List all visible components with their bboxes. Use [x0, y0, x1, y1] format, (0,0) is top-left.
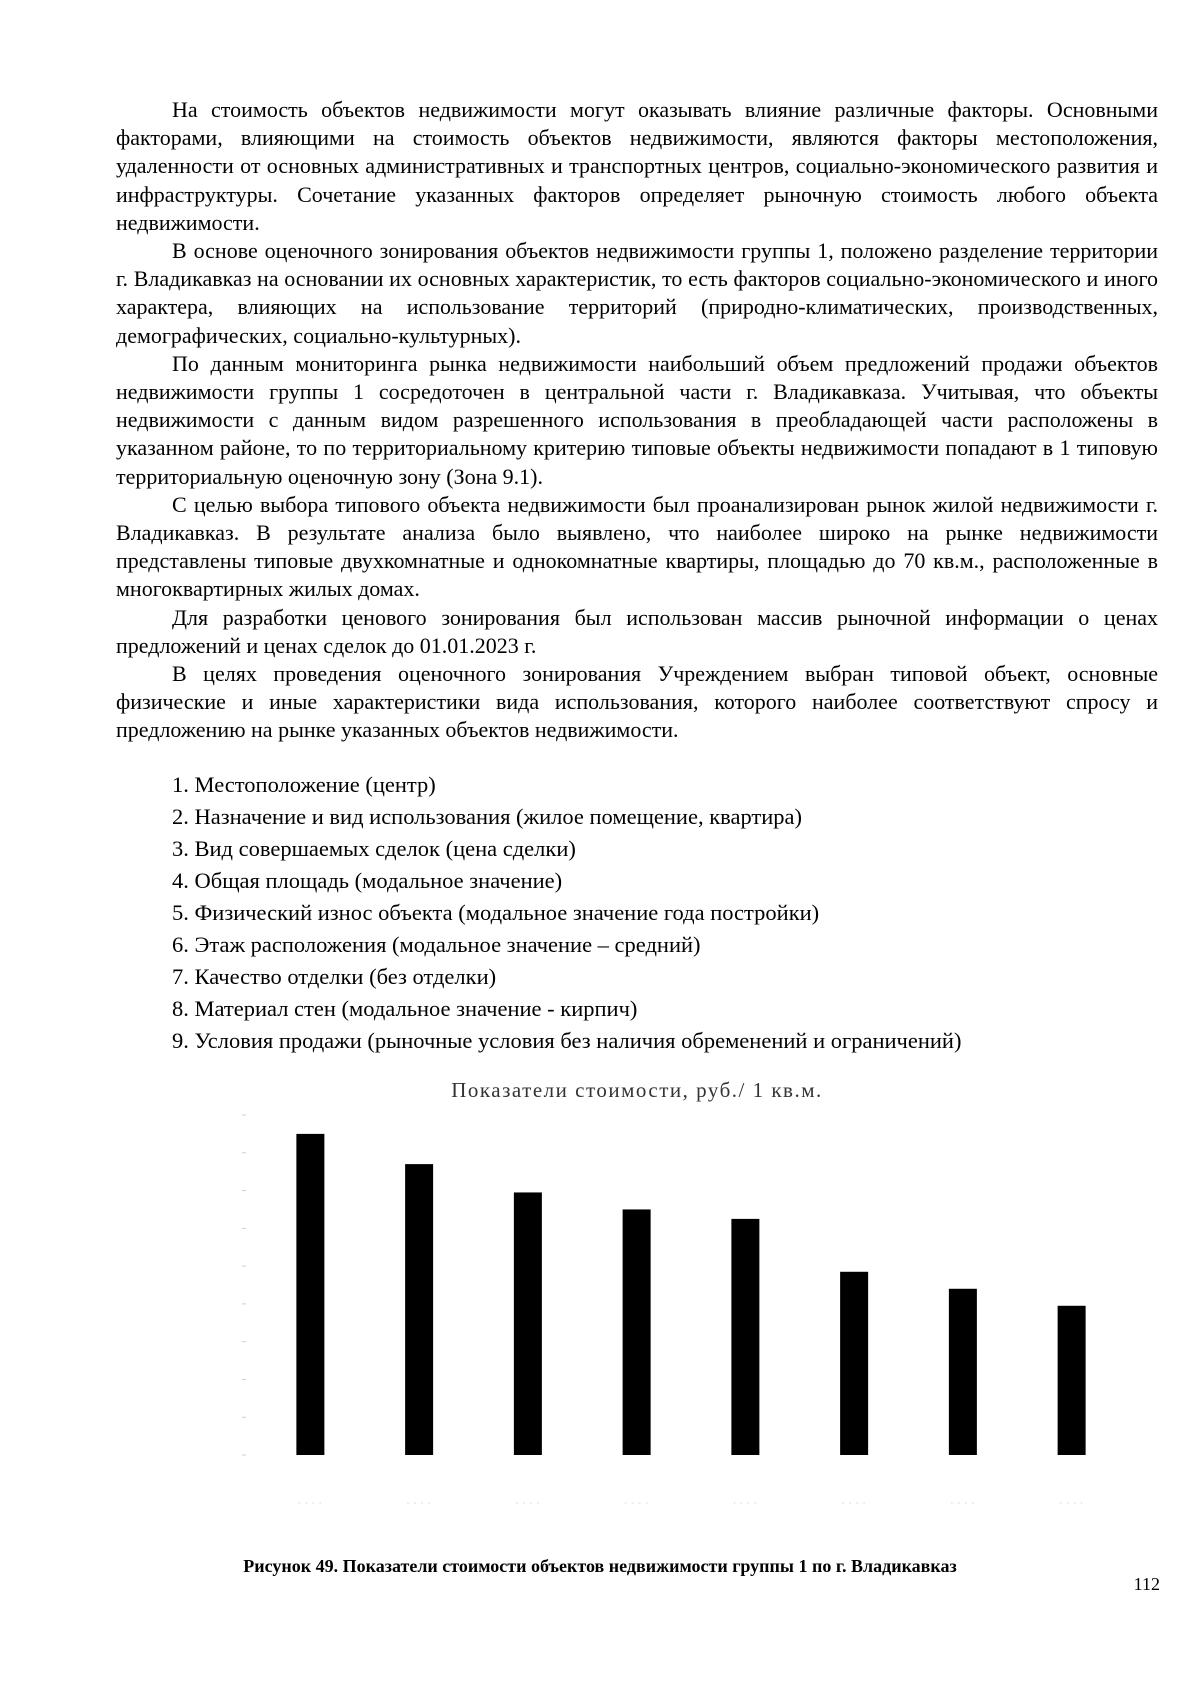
list-item: 7. Качество отделки (без отделки) — [172, 963, 497, 989]
paragraph-1: На стоимость объектов недвижимости могут оказывать влияние различные факторы. Основными факторами, влияющими на стоимость объектов недвижимости, являются факторы местоположения, удаленности от основных административных и транспортных центров, социально-экономического развития и инфраструктуры. Сочетание указанных факторов определяет рыночную стоимость любого объекта недвижимости. — [116, 97, 1158, 235]
chart-title: Показатели стоимости, руб./ 1 кв.м. — [451, 1078, 823, 1102]
chart-bar — [731, 1219, 759, 1455]
list-item: 5. Физический износ объекта (модальное значение года постройки) — [172, 899, 820, 925]
paragraph-3: По данным мониторинга рынка недвижимости наибольший объем предложений продажи объектов недвижимости группы 1 сосредоточен в центральной части г. Владикавказа. Учитывая, что объекты недвижимости с данным видом разрешенного использования в преобладающей части расположены в указанном районе, то по территориальному критерию типовые объекты недвижимости попадают в 1 типовую территориальную оценочную зону (Зона 9.1). — [116, 350, 1158, 489]
chart-bar — [1058, 1306, 1086, 1455]
list-item: 1. Местоположение (центр) — [172, 771, 436, 797]
page-number: 112 — [1133, 1574, 1160, 1594]
document-body — [116, 96, 1158, 1057]
list-item: 2. Назначение и вид использования (жилое помещение, квартира) — [172, 803, 802, 829]
list-item: 8. Материал стен (модальное значение - кирпич) — [172, 995, 638, 1021]
list-item: 6. Этаж расположения (модальное значение – средний) — [172, 931, 701, 957]
chart-plot — [116, 1065, 1158, 1535]
list-item: 4. Общая площадь (модальное значение) — [172, 867, 563, 893]
paragraph-6: В целях проведения оценочного зонирования Учреждением выбран типовой объект, основные физические и иные характеристики вида использования, которого наиболее соответствуют спросу и предложению на рынке указанных объектов недвижимости. — [116, 661, 1158, 743]
list-item: 9. Условия продажи (рыночные условия без наличия обременений и ограничений) — [172, 1027, 962, 1053]
paragraph-2: В основе оценочного зонирования объектов недвижимости группы 1, положено разделение территории г. Владикавказ на основании их основных характеристик, то есть факторов социально-экономического и иного характера, влияющих на использование территорий (природно-климатических, производственных, демографических, социально-культурных). — [116, 238, 1158, 348]
chart-bar — [514, 1192, 542, 1455]
chart-bar — [405, 1164, 433, 1455]
chart-bar — [840, 1272, 868, 1455]
chart — [116, 1065, 1158, 1535]
chart-bar — [623, 1209, 651, 1455]
characteristics-list — [116, 769, 1158, 1057]
chart-bar — [949, 1289, 977, 1455]
paragraph-4: С целью выбора типового объекта недвижимости был проанализирован рынок жилой недвижимости г. Владикавказ. В результате анализа было выявлено, что наиболее широко на рынке недвижимости представлены типовые двухкомнатные и однокомнатные квартиры, площадью до 70 кв.м., расположенные в многоквартирных жилых домах. — [116, 491, 1158, 602]
figure-caption: Рисунок 49. Показатели стоимости объектов недвижимости группы 1 по г. Владикавказ — [243, 1556, 957, 1576]
paragraph-5: Для разработки ценового зонирования был использован массив рыночной информации о ценах предложений и ценах сделок до 01.01.2023 г. — [116, 604, 1158, 658]
list-item: 3. Вид совершаемых сделок (цена сделки) — [172, 835, 576, 861]
chart-bar — [296, 1134, 324, 1455]
